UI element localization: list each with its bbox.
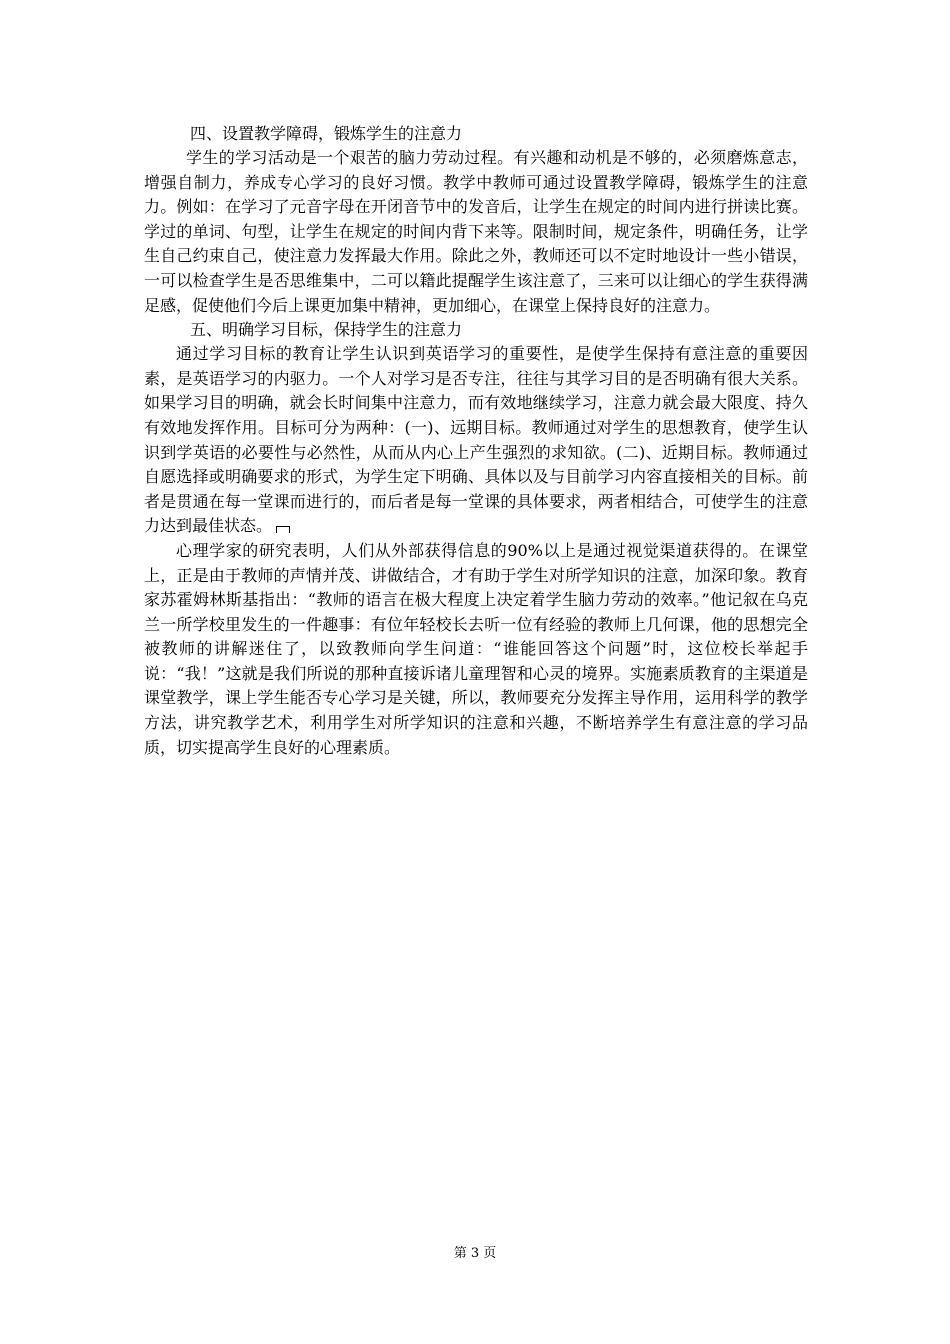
closing-paragraph: 心理学家的研究表明，人们从外部获得信息的90%以上是通过视觉渠道获得的。在课堂上，正是由于教师的声情并茂、讲做结合，才有助于学生对所学知识的注意，加深印象。教育家苏霍姆林斯基指出：“教师的语言在极大程度上决定着学生脑力劳动的效率。”他记叙在乌克兰一所学校里发生的一件趣事：有位年轻校长去听一位有经验的教师上几何课，他的思想完全被教师的讲解迷住了，以致教师向学生问道：“谁能回答这个问题”时，这位校长举起手说：“我！”这就是我们所说的那种直接诉诸儿童理智和心灵的境界。实施素质教育的主渠道是课堂教学，课上学生能否专心学习是关键，所以，教师要充分发挥主导作用，运用科学的教学方法，讲究教学艺术，利用学生对所学知识的注意和兴趣，不断培养学生有意注意的学习品质，切实提高学生良好的心理素质。: [144, 540, 808, 757]
section-5-paragraph-text: 通过学习目标的教育让学生认识到英语学习的重要性，是使学生保持有意注意的重要因素，是英语学习的内驱力。一个人对学习是否专注，往往与其学习目的是否明确有很大关系。如果学习目的明确，就会长时间集中注意力，而有效地继续学习，注意力就会最大限度、持久有效地发挥作用。目标可分为两种：(一)、远期目标。教师通过对学生的思想教育，使学生认识到学英语的必要性与必然性，从而从内心上产生强烈的求知欲。(二)、近期目标。教师通过自愿选择或明确要求的形式，为学生定下明确、具体以及与目前学习内容直接相关的目标。前者是贯通在每一堂课而进行的，而后者是每一堂课的具体要求，两者相结合，可使学生的注意力达到最佳状态。: [144, 344, 808, 536]
section-5-paragraph: [144, 342, 808, 539]
section-4-paragraph: 学生的学习活动是一个艰苦的脑力劳动过程。有兴趣和动机是不够的，必须磨炼意志，增强自制力，养成专心学习的良好习惯。教学中教师可通过设置教学障碍，锻炼学生的注意力。例如：在学习了元音字母在开闭音节中的发音后，让学生在规定的时间内进行拼读比赛。学过的单词、句型，让学生在规定的时间内背下来等。限制时间，规定条件，明确任务，让学生自己约束自己，使注意力发挥最大作用。除此之外，教师还可以不定时地设计一些小错误，一可以检查学生是否思维集中，二可以籍此提醒学生该注意了，三来可以让细心的学生获得满足感，促使他们今后上课更加集中精神，更加细心，在课堂上保持良好的注意力。: [144, 148, 808, 315]
section-4-heading: 四、设置教学障碍，锻炼学生的注意力: [190, 124, 463, 143]
document-body: [144, 122, 808, 760]
page-number: 第 3 页: [453, 1246, 497, 1261]
paragraph-mark-icon: [276, 526, 290, 533]
section-5-heading: 五、明确学习目标，保持学生的注意力: [190, 320, 463, 340]
